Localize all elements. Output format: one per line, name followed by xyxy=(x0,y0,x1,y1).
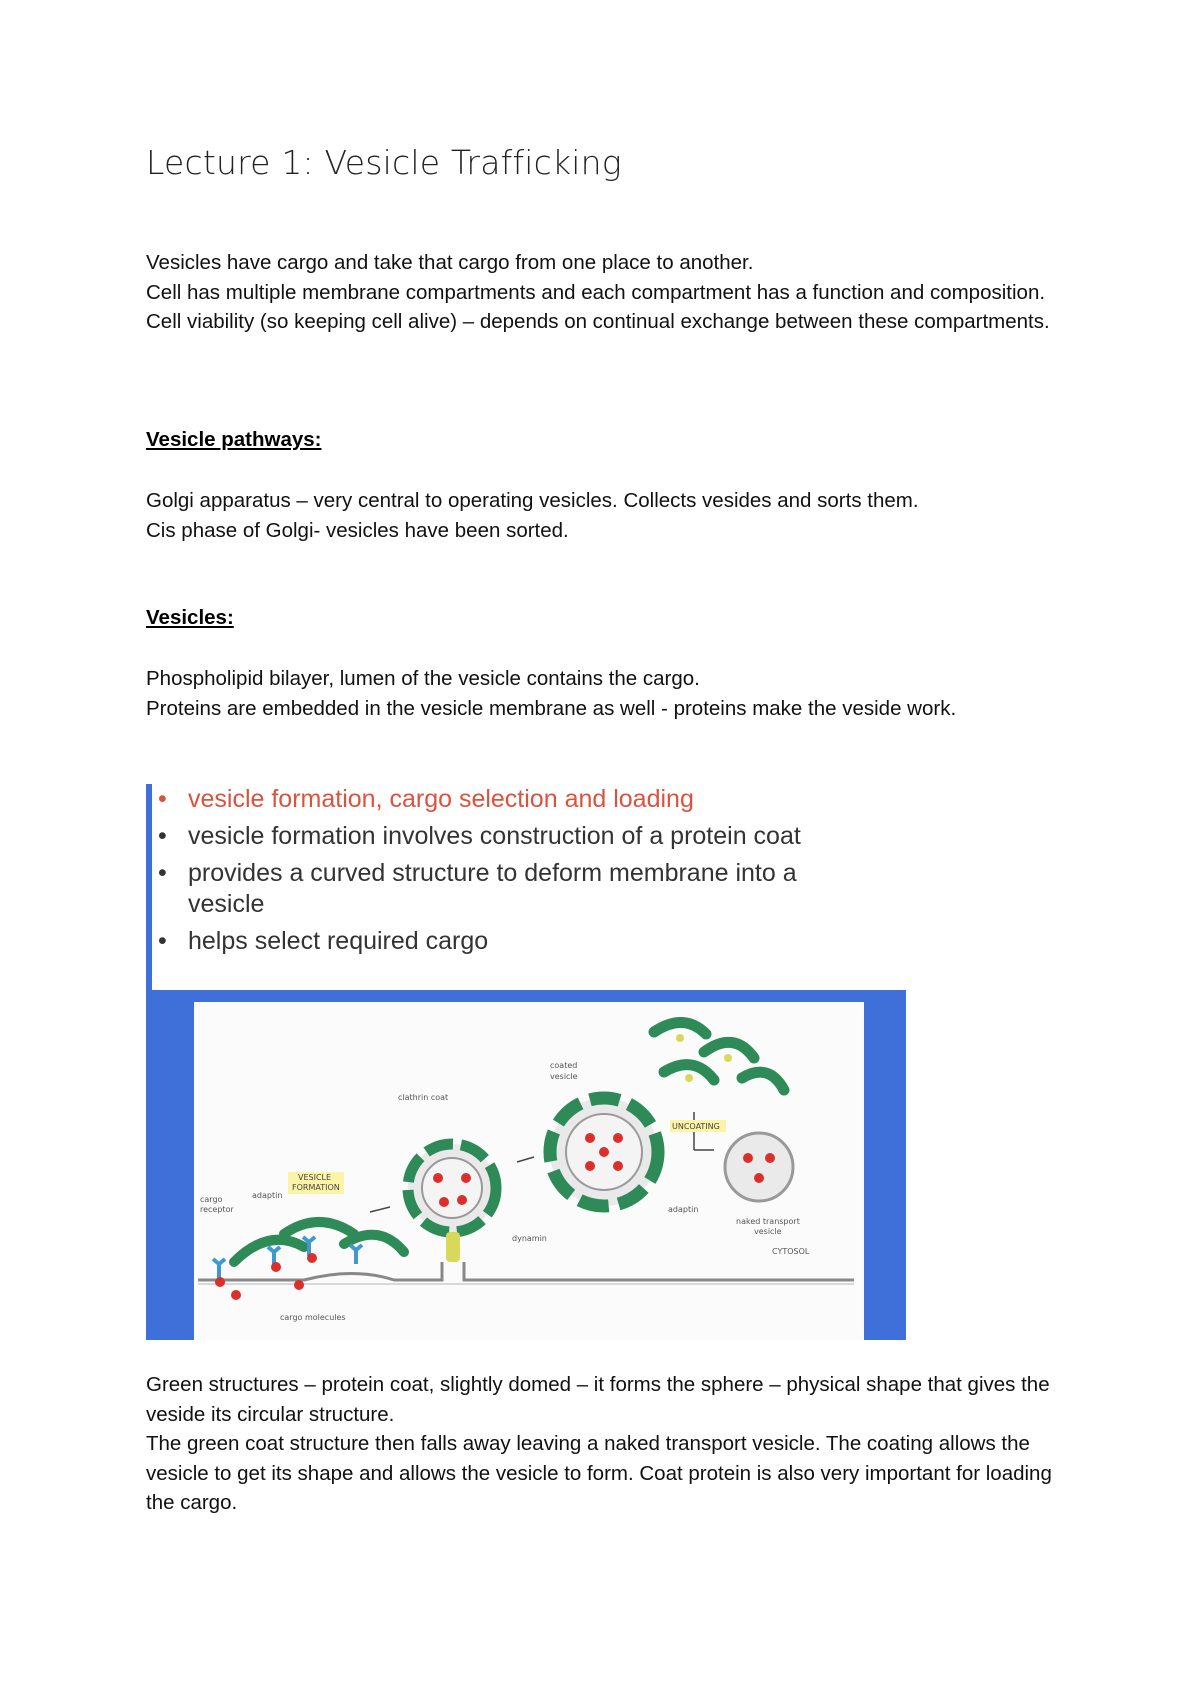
intro-line-3: Cell viability (so keeping cell alive) – depends on continual exchange between these compartments. xyxy=(146,310,1050,333)
label-adaptin-right: adaptin xyxy=(668,1205,699,1214)
closing-text-2: The green coat structure then falls away leaving a naked transport vesicle. The coating allows the vesicle to get its shape and allows the vesicle to form. Coat protein is also very important for loading the cargo. xyxy=(146,1432,1052,1514)
pathways-line-1: Golgi apparatus – very central to operating vesicles. Collects vesides and sorts them. xyxy=(146,489,919,512)
intro-line-2: Cell has multiple membrane compartments and each compartment has a function and composition. xyxy=(146,280,1046,304)
lecture-slide-image xyxy=(146,784,906,1340)
slide-bullet-list xyxy=(158,784,878,963)
label-dynamin: dynamin xyxy=(512,1234,547,1243)
page-title: Lecture 1: Vesicle Trafficking xyxy=(146,143,622,182)
vesicles-line-1: Phospholipid bilayer, lumen of the vesicle contains the cargo. xyxy=(146,667,700,690)
naked-transport-vesicle xyxy=(725,1133,793,1201)
vesicle-formation-diagram xyxy=(194,1002,864,1340)
slide-bullet: • provides a curved structure to deform membrane into a vesicle xyxy=(158,859,797,918)
budding-vesicle xyxy=(408,1144,496,1262)
vesicle-pathways-paragraph xyxy=(146,486,1066,545)
vesicles-paragraph xyxy=(146,664,1066,723)
vesicle-diagram-svg xyxy=(194,1002,864,1340)
label-adaptin-left: adaptin xyxy=(252,1191,283,1200)
label-coated-vesicle: vesicle xyxy=(550,1072,578,1081)
label-coated: coated xyxy=(550,1061,578,1070)
intro-line-1: Vesicles have cargo and take that cargo from one place to another. xyxy=(146,251,754,274)
section-heading-vesicle-pathways: Vesicle pathways: xyxy=(146,428,322,451)
label-cytosol: CYTOSOL xyxy=(772,1247,810,1256)
label-naked-transport: naked transport xyxy=(736,1217,800,1226)
budding-coat xyxy=(213,1222,404,1300)
section-heading-vesicles: Vesicles: xyxy=(146,606,234,629)
released-coat-pieces xyxy=(654,1022,784,1090)
label-cargo: cargo xyxy=(200,1195,223,1204)
closing-text-1: Green structures – protein coat, slightly domed – it forms the sphere – physical shape that gives the veside its circular structure. xyxy=(146,1373,1050,1426)
label-naked-vesicle: vesicle xyxy=(754,1227,782,1236)
label-formation: FORMATION xyxy=(292,1183,340,1192)
pathways-line-2: Cis phase of Golgi- vesicles have been sorted. xyxy=(146,518,569,542)
label-vesicle: VESICLE xyxy=(298,1173,332,1182)
label-cargo-molecules: cargo molecules xyxy=(280,1313,346,1322)
intro-paragraph xyxy=(146,248,1066,337)
vesicles-line-2: Proteins are embedded in the vesicle membrane as well - proteins make the veside work. xyxy=(146,696,957,720)
coated-vesicle xyxy=(550,1098,658,1206)
slide-bullet: • vesicle formation, cargo selection and loading xyxy=(158,785,694,813)
slide-bullet: • helps select required cargo xyxy=(158,927,489,955)
label-clathrin-coat: clathrin coat xyxy=(398,1093,449,1102)
closing-paragraph xyxy=(146,1370,1066,1518)
label-receptor: receptor xyxy=(200,1205,234,1214)
slide-bullet: • vesicle formation involves construction of a protein coat xyxy=(158,822,801,850)
label-uncoating: UNCOATING xyxy=(672,1122,720,1131)
